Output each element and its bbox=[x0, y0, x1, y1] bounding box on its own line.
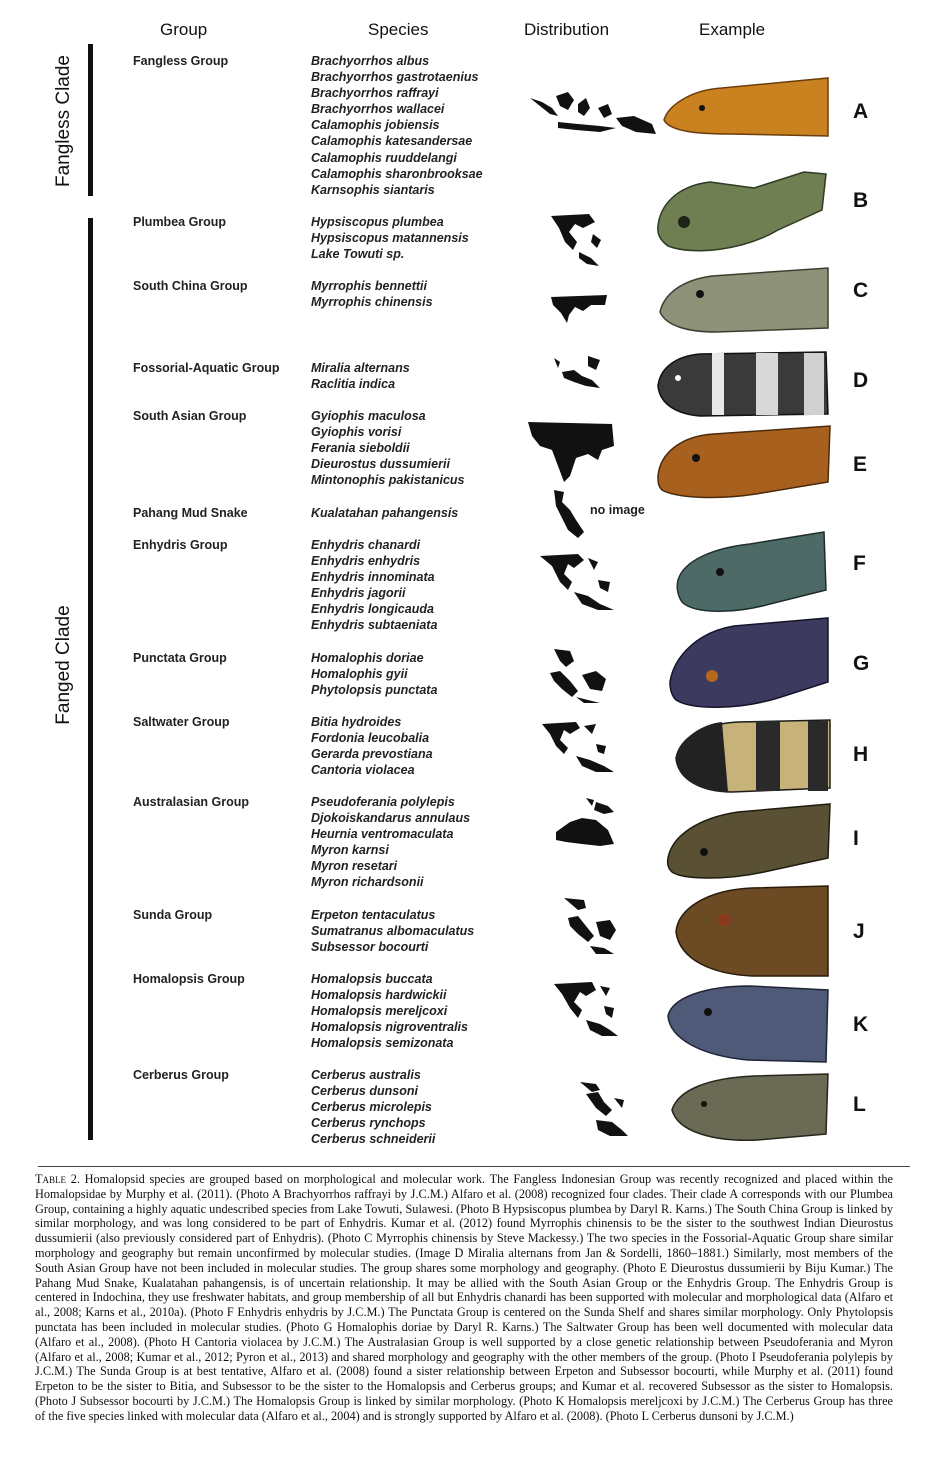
snake-eye bbox=[716, 568, 724, 576]
snake-example-image bbox=[656, 350, 830, 418]
species-name: Calamophis katesandersae bbox=[311, 134, 473, 149]
group-name: Plumbea Group bbox=[133, 215, 227, 229]
example-letter: A bbox=[853, 100, 869, 123]
example-letter: G bbox=[853, 652, 870, 675]
species-name: Cerberus rynchops bbox=[311, 1116, 426, 1131]
species-name: Djokoiskandarus annulaus bbox=[311, 811, 471, 826]
species-name: Enhydris longicauda bbox=[311, 602, 434, 617]
snake-example-image bbox=[672, 718, 832, 794]
snake-head-shape bbox=[668, 986, 828, 1062]
species-name: Enhydris chanardi bbox=[311, 538, 421, 552]
snake-band bbox=[676, 722, 728, 792]
species-name: Raclitia indica bbox=[311, 377, 396, 392]
snake-example-image bbox=[654, 170, 828, 258]
species-name: Dieurostus dussumierii bbox=[311, 457, 450, 472]
distribution-map bbox=[552, 796, 618, 848]
snake-example-image bbox=[668, 616, 830, 712]
snake-example-image bbox=[656, 424, 832, 500]
header-species: Species bbox=[368, 20, 429, 39]
group-name: Enhydris Group bbox=[133, 538, 228, 552]
snake-band bbox=[756, 353, 778, 415]
snake-eye bbox=[675, 375, 681, 381]
snake-eye bbox=[696, 290, 704, 298]
snake-example-image bbox=[668, 1070, 830, 1142]
species-name: Cerberus australis bbox=[311, 1068, 421, 1082]
species-name: Homalopsis nigroventralis bbox=[311, 1020, 468, 1035]
species-name: Sumatranus albomaculatus bbox=[311, 924, 475, 939]
species-list bbox=[311, 278, 433, 310]
species-name: Homalophis doriae bbox=[311, 651, 424, 665]
group-name: Fossorial-Aquatic Group bbox=[133, 361, 280, 375]
example-letter: B bbox=[853, 189, 869, 212]
snake-example-image bbox=[652, 262, 830, 336]
example-letter: K bbox=[853, 1013, 869, 1036]
species-name: Fordonia leucobalia bbox=[311, 731, 430, 746]
species-name: Kualatahan pahangensis bbox=[311, 506, 459, 520]
snake-band bbox=[756, 721, 780, 791]
table-caption bbox=[35, 1172, 893, 1424]
snake-eye bbox=[700, 848, 708, 856]
species-name: Myrrophis bennettii bbox=[311, 279, 427, 293]
species-name: Homalopsis mereljcoxi bbox=[311, 1004, 448, 1019]
snake-eye bbox=[706, 670, 718, 682]
group-name: Fangless Group bbox=[133, 54, 229, 68]
snake-example-image bbox=[674, 530, 828, 616]
distribution-map bbox=[550, 488, 588, 540]
species-name: Subsessor bocourti bbox=[311, 940, 429, 955]
fangless-clade-bar bbox=[88, 44, 93, 196]
species-list bbox=[311, 714, 433, 778]
example-letter: D bbox=[853, 369, 869, 392]
distribution-map bbox=[552, 354, 604, 390]
group-name: South China Group bbox=[133, 279, 248, 293]
species-name: Homalopsis hardwickii bbox=[311, 988, 447, 1003]
species-name: Hypsiscopus matannensis bbox=[311, 231, 469, 246]
species-name: Gyiophis vorisi bbox=[311, 425, 402, 440]
species-name: Brachyorrhos gastrotaenius bbox=[311, 70, 479, 85]
snake-example-image bbox=[664, 982, 830, 1064]
snake-head-shape bbox=[664, 78, 828, 136]
example-letter: C bbox=[853, 279, 869, 302]
species-list bbox=[311, 537, 437, 634]
snake-head-shape bbox=[672, 1074, 828, 1140]
snake-head-shape bbox=[658, 426, 830, 497]
snake-eye bbox=[692, 454, 700, 462]
species-name: Gerarda prevostiana bbox=[311, 747, 433, 762]
distribution-map bbox=[526, 420, 618, 484]
snake-head-shape bbox=[677, 532, 826, 611]
fangless-clade-label: Fangless Clade bbox=[53, 54, 74, 188]
snake-head-shape bbox=[670, 618, 828, 707]
species-name: Heurnia ventromaculata bbox=[311, 827, 454, 842]
species-name: Phytolopsis punctata bbox=[311, 683, 438, 698]
species-list bbox=[311, 214, 469, 262]
species-name: Myrrophis chinensis bbox=[311, 295, 433, 310]
snake-eye bbox=[718, 914, 730, 926]
species-name: Enhydris enhydris bbox=[311, 554, 421, 569]
species-name: Mintonophis pakistanicus bbox=[311, 473, 465, 488]
species-name: Brachyorrhos raffrayi bbox=[311, 86, 439, 101]
example-letter: L bbox=[853, 1093, 866, 1116]
snake-example-image bbox=[664, 802, 832, 882]
species-name: Cantoria violacea bbox=[311, 763, 415, 778]
species-name: Gyiophis maculosa bbox=[311, 409, 426, 423]
species-list bbox=[311, 794, 470, 891]
caption-label: Table 2. bbox=[35, 1172, 80, 1186]
distribution-map bbox=[578, 1080, 630, 1138]
species-list bbox=[311, 971, 468, 1051]
species-name: Miralia alternans bbox=[311, 361, 410, 375]
species-list bbox=[311, 505, 458, 521]
species-name: Brachyorrhos wallacei bbox=[311, 102, 445, 117]
species-name: Myron richardsonii bbox=[311, 875, 424, 890]
snake-eye bbox=[699, 105, 705, 111]
species-name: Brachyorrhos albus bbox=[311, 54, 430, 68]
distribution-map bbox=[540, 720, 616, 774]
example-letter: J bbox=[853, 920, 865, 943]
species-name: Cerberus dunsoni bbox=[311, 1084, 418, 1099]
species-name: Myron resetari bbox=[311, 859, 398, 874]
group-name: South Asian Group bbox=[133, 409, 247, 423]
snake-band bbox=[804, 353, 824, 415]
header-example: Example bbox=[699, 20, 766, 39]
species-name: Enhydris jagorii bbox=[311, 586, 406, 601]
species-list bbox=[311, 650, 437, 698]
caption-text: Homalopsid species are grouped based on morphological and molecular work. The Fangless Indonesian Group was recently recognized and placed within the Homalopsidae by Murphy et al. (2011). (Photo A Brachyorrhos raffrayi by J.C.M.) Alfaro et al. (2008) recognized four clades. Their clade A corresponds with our Plumbea Group, containing a highly aquatic undescribed species from Lake Towuti, Sulawesi. (Photo B Hypsiscopus plumbea by Daryl R. Karns.) The South China Group is linked by similar morphology, and was long considered to be part of Enhydris. Kumar et al. (2012) found Myrrophis chinensis to be the sister to the southwest Indian Dieurostus dussumierii (also previously considered part of Enhydris). (Photo C Myrrophis chinensis by Steve Mackessy.) The two species in the Fossorial-Aquatic Group share similar morphology and geography but remain unconfirmed by molecular studies. (Image D Miralia alternans from Jan & Sordelli, 1860–1881.) Similarly, most members of the South Asian Group have not been included in molecular studies. The group shares some morphology and geography. (Photo E Dieurostus dussumierii by Biju Kumar.) The Pahang Mud Snake, Kualatahan pahangensis, is of uncertain relationship. It may be allied with the South Asian Group or the Enhydris Group. The Enhydris Group is centered in Indochina, they use freshwater habitats, and group membership of all but Enhydris chanardi has been supported with molecular and morphological data (Alfaro et al., 2008; Karns et al., 2010a). (Photo F Enhydris enhydris by J.C.M.) The Punctata Group is centered on the Sunda Shelf and shares similar morphology. Only Phytolopsis punctata has been included in molecular studies. (Photo G Homalophis doriae by Daryl R. Karns.) The Saltwater Group has been well documented with molecular data (Alfaro et al., 2008). (Photo H Cantoria violacea by J.C.M.) The Australasian Group is well supported by a close genetic relationship between Pseudoferania and Myron (Alfaro et al., 2008; Kumar et al., 2012; Pyron et al., 2013) and shared morphology and geography with the other members of the group. (Photo I Pseudoferania polylepis by J.C.M.) The Sunda Group is at best tentative, Alfaro et al. (2008) found a sister relationship between Erpeton and Subsessor bocourti, while Murphy et al. (2011) found Erpeton to be the sister to Bitia, and Subsessor to be the sister to the Homalopsis and Cerberus groups; and Kumar et al. recovered Subsessor as the sister to Homalopsis. (Photo J Subsessor bocourti by J.C.M.) The Homalopsis Group is linked by similar morphology. (Photo K Homalopsis mereljcoxi by J.C.M.) The Cerberus Group has three of the five species linked with molecular data (Alfaro et al., 2004) and is strongly supported by Alfaro et al. (2008). (Photo L Cerberus dunsoni by J.C.M.) bbox=[35, 1172, 894, 1423]
snake-example-image bbox=[660, 76, 832, 140]
header-distribution: Distribution bbox=[524, 20, 610, 39]
species-list bbox=[311, 907, 474, 955]
snake-head-shape bbox=[658, 172, 826, 251]
group-name: Homalopsis Group bbox=[133, 972, 245, 986]
species-name: Pseudoferania polylepis bbox=[311, 795, 455, 809]
example-letter: F bbox=[853, 552, 866, 575]
snake-head-shape bbox=[668, 804, 830, 878]
snake-band bbox=[712, 353, 724, 415]
no-image-note: no image bbox=[590, 503, 645, 517]
species-name: Calamophis sharonbrooksae bbox=[311, 166, 483, 181]
species-name: Calamophis jobiensis bbox=[311, 118, 440, 133]
header-group: Group bbox=[160, 20, 208, 39]
species-name: Homalophis gyii bbox=[311, 667, 408, 682]
example-letter: E bbox=[853, 453, 868, 476]
species-list bbox=[311, 1067, 435, 1147]
group-name: Australasian Group bbox=[133, 795, 249, 809]
snake-head-shape bbox=[658, 352, 828, 416]
species-name: Enhydris subtaeniata bbox=[311, 618, 438, 633]
species-list bbox=[311, 360, 410, 392]
distribution-map bbox=[549, 293, 611, 325]
species-name: Homalopsis buccata bbox=[311, 972, 433, 986]
snake-eye bbox=[678, 216, 690, 228]
species-name: Lake Towuti sp. bbox=[311, 247, 405, 262]
species-name: Hypsiscopus plumbea bbox=[311, 215, 444, 229]
distribution-map bbox=[548, 647, 610, 705]
distribution-map bbox=[552, 980, 622, 1038]
distribution-map bbox=[562, 896, 618, 956]
group-name: Sunda Group bbox=[133, 908, 213, 922]
snake-example-image bbox=[672, 884, 830, 978]
snake-band bbox=[808, 721, 828, 791]
snake-head-shape bbox=[660, 268, 828, 332]
species-name: Calamophis ruuddelangi bbox=[311, 150, 457, 165]
species-name: Homalopsis semizonata bbox=[311, 1036, 454, 1051]
species-name: Ferania sieboldii bbox=[311, 441, 410, 456]
example-letter: H bbox=[853, 743, 869, 766]
snake-eye bbox=[701, 1101, 707, 1107]
fanged-clade-label: Fanged Clade bbox=[53, 605, 74, 725]
distribution-map bbox=[549, 212, 611, 270]
snake-head-shape bbox=[676, 886, 828, 976]
species-list bbox=[311, 408, 465, 488]
species-name: Myron karnsi bbox=[311, 843, 389, 858]
species-name: Erpeton tentaculatus bbox=[311, 908, 436, 922]
group-name: Cerberus Group bbox=[133, 1068, 229, 1082]
caption-divider bbox=[38, 1166, 910, 1167]
example-letter: I bbox=[853, 827, 859, 850]
species-list bbox=[311, 53, 483, 198]
distribution-map bbox=[528, 90, 658, 140]
fanged-clade-bar bbox=[88, 218, 93, 1140]
group-name: Pahang Mud Snake bbox=[133, 506, 248, 520]
species-name: Cerberus schneiderii bbox=[311, 1132, 436, 1147]
species-name: Karnsophis siantaris bbox=[311, 182, 435, 197]
species-name: Cerberus microlepis bbox=[311, 1100, 432, 1115]
species-name: Enhydris innominata bbox=[311, 570, 435, 585]
species-name: Bitia hydroides bbox=[311, 715, 402, 729]
group-name: Punctata Group bbox=[133, 651, 227, 665]
snake-eye bbox=[704, 1008, 712, 1016]
distribution-map bbox=[538, 552, 618, 614]
group-name: Saltwater Group bbox=[133, 715, 230, 729]
